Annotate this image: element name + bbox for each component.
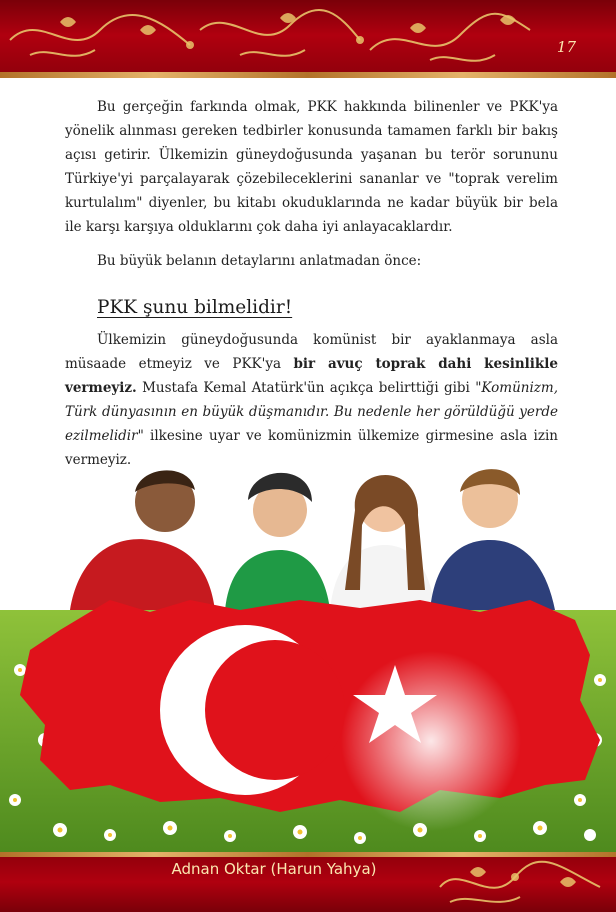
turkey-flag-map-icon bbox=[0, 440, 616, 853]
intro-paragraph-1: Bu gerçeğin farkında olmak, PKK hakkında bilinenler ve PKK'ya yönelik alınması gereken tedbirler konusunda tamamen farklı bir bakış açısı getirir. Ülkemizin güneydoğusunda yaşanan bu terör sorununu Türkiye'yi parçalayarak çözebileceklerini sananlar ve "toprak verelim kurtulalım" diyenler, bu kitabı okuduklarında ne kadar büyük bir bela ile karşı karşıya olduklarını çok daha iyi anlayacaklardır. bbox=[65, 99, 558, 235]
section-text-part-3: ilkesine uyar ve komünizmin ülkemize girmesine asla izin vermeyiz. bbox=[65, 428, 558, 468]
header-gold-edge bbox=[0, 72, 616, 78]
children-flag-illustration bbox=[0, 440, 616, 853]
intro-paragraph-2: Bu büyük belanın detaylarını anlatmadan önce: bbox=[97, 253, 422, 269]
section-text-part-1: Ülkemizin güneydoğusunda komünist bir ayaklanmaya asla müsaade etmeyiz ve PKK'ya bbox=[65, 332, 558, 372]
footer-band bbox=[0, 852, 616, 912]
section-heading: PKK şunu bilmelidir! bbox=[97, 297, 293, 318]
section-text-bold: bir avuç toprak dahi kesinlikle vermeyiz. bbox=[65, 356, 558, 396]
header-ornament-icon bbox=[0, 0, 616, 78]
header-band bbox=[0, 0, 616, 78]
page-number: 17 bbox=[556, 38, 576, 56]
section-text-part-2: Mustafa Kemal Atatürk'ün açıkça belirttiği gibi bbox=[136, 380, 476, 396]
section-text-quote: "Komünizm, Türk dünyasının en büyük düşmanıdır. Bu nedenle her görüldüğü yerde ezilmelidir" bbox=[65, 380, 558, 444]
intro-text bbox=[65, 95, 558, 273]
footer-author: Adnan Oktar (Harun Yahya) bbox=[171, 860, 377, 878]
